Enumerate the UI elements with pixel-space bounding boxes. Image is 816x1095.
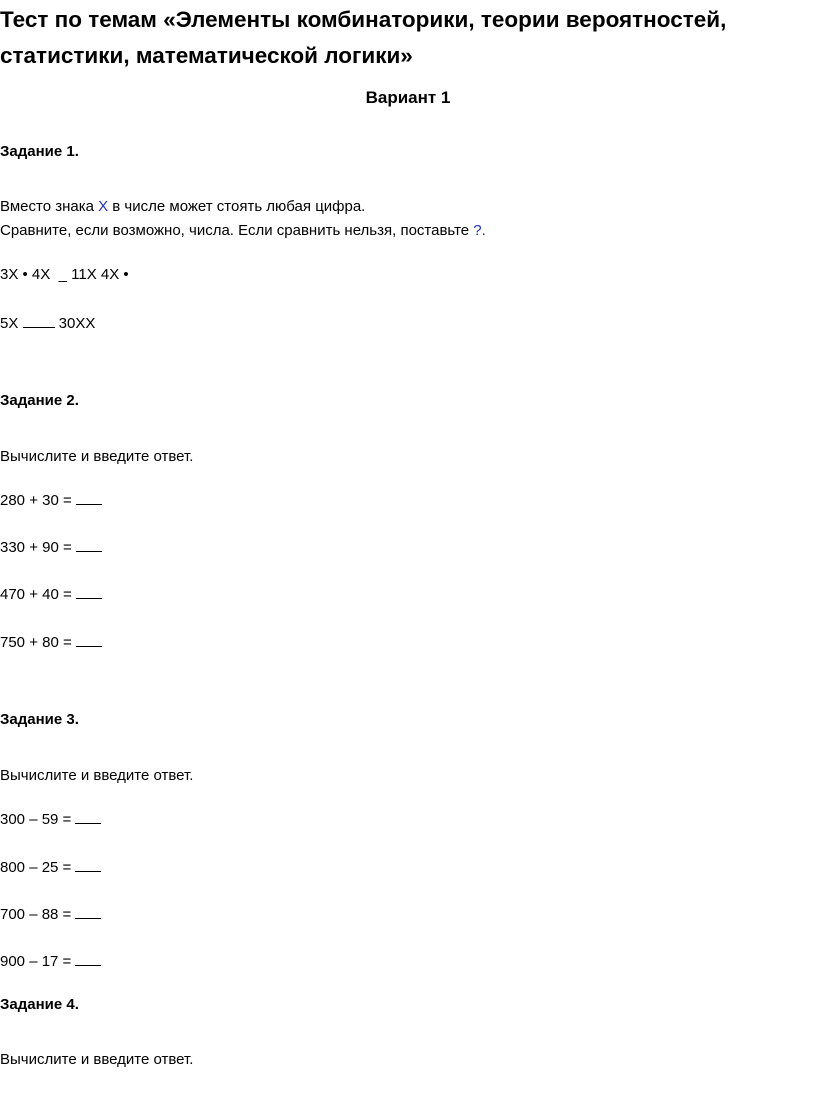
answer-blank[interactable] [75,858,101,872]
answer-blank[interactable] [23,314,55,328]
task2-item-4-text: 750 + 80 = [0,634,76,651]
task2-item-2-text: 330 + 90 = [0,539,76,556]
task1-instruction2-text: Сравните, если возможно, числа. Если сравнить нельзя, поставьте [0,222,474,239]
task4-heading: Задание 4. [0,996,79,1013]
task1-comparison-2-right: 30XX [54,315,96,332]
task2-heading: Задание 2. [0,392,79,409]
task1-heading: Задание 1. [0,143,79,160]
answer-blank[interactable] [75,905,101,919]
task1-instruction-text-b: в числе может стоять любая цифра. [108,198,366,215]
task3-item-3-text: 700 – 88 = [0,906,76,923]
answer-blank[interactable] [76,585,102,599]
task1-instruction-line2 [0,222,486,239]
task3-heading: Задание 3. [0,711,79,728]
task1-instruction-text-a: Вместо знака [0,198,99,215]
task1-comparison-2 [0,314,95,332]
task3-item-2-text: 800 – 25 = [0,859,76,876]
answer-blank[interactable] [76,633,102,647]
task1-instruction2-dot: . [481,222,486,239]
task2-item-3-text: 470 + 40 = [0,586,76,603]
answer-blank[interactable] [76,491,102,505]
task2-item-3 [0,585,102,603]
task1-instruction-x: X [98,198,109,215]
answer-blank[interactable] [75,952,101,966]
task1-instruction-line1 [0,198,365,215]
task1-comparison-1: 3X • 4X _ 11X 4X • [0,266,129,283]
task3-item-3 [0,905,101,923]
task3-item-2 [0,858,101,876]
task2-item-1-text: 280 + 30 = [0,492,76,509]
document-title: Тест по темам «Элементы комбинаторики, теории вероятностей, статистики, математической логики» [0,7,727,68]
task3-instruction: Вычислите и введите ответ. [0,767,194,784]
task1-instruction2-question: ? [473,222,482,239]
task2-instruction: Вычислите и введите ответ. [0,448,194,465]
answer-blank[interactable] [75,810,101,824]
task2-item-1 [0,491,102,509]
task2-item-2 [0,538,102,556]
variant-heading: Вариант 1 [365,88,451,107]
answer-blank[interactable] [76,538,102,552]
task3-item-1 [0,810,101,828]
task4-instruction: Вычислите и введите ответ. [0,1051,194,1068]
task3-item-4-text: 900 – 17 = [0,953,76,970]
task3-item-1-text: 300 – 59 = [0,811,76,828]
task3-item-4 [0,952,101,970]
task2-item-4 [0,633,102,651]
task1-comparison-2-left: 5X [0,315,23,332]
